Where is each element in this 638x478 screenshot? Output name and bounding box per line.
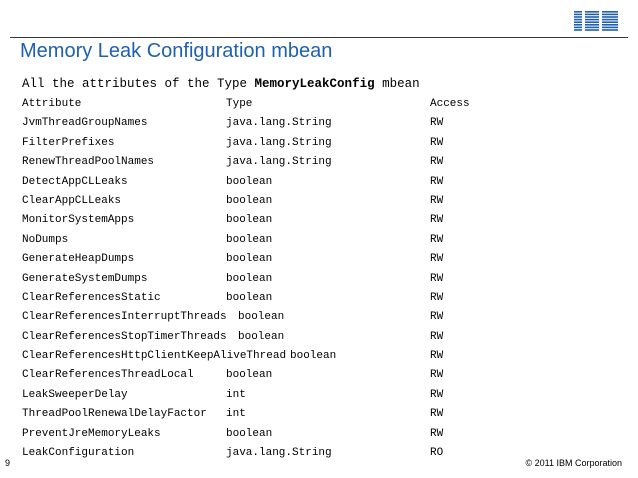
column-header-type: Type [226, 98, 253, 110]
subtitle-type-name: MemoryLeakConfig [254, 77, 375, 91]
logo-stripe [574, 19, 582, 21]
attribute-cell: JvmThreadGroupNames [22, 117, 148, 130]
table-row [22, 173, 444, 192]
access-cell: RW [430, 253, 444, 266]
table-row [22, 444, 444, 463]
logo-stripe [585, 16, 599, 18]
subtitle-suffix: mbean [374, 77, 420, 91]
access-cell: RW [430, 408, 444, 421]
table-row [22, 289, 444, 308]
attribute-cell: GenerateHeapDumps [22, 253, 135, 266]
column-header-access: Access [430, 98, 470, 110]
access-cell: RW [430, 427, 444, 440]
logo-stripe [585, 29, 599, 31]
type-cell: boolean [226, 175, 273, 188]
table-row [22, 308, 444, 327]
logo-stripe [585, 21, 599, 23]
logo-stripe [602, 27, 618, 29]
table-row [22, 347, 444, 366]
attribute-cell: NoDumps [22, 233, 69, 246]
table-body [22, 114, 444, 463]
type-cell: boolean [226, 272, 273, 285]
access-cell: RW [430, 311, 444, 324]
type-cell: boolean [226, 291, 273, 304]
type-cell: boolean [226, 427, 273, 440]
attribute-cell: GenerateSystemDumps [22, 272, 148, 285]
access-cell: RW [430, 388, 444, 401]
table-row [22, 153, 444, 172]
logo-stripe [602, 14, 618, 16]
access-cell: RW [430, 214, 444, 227]
access-cell: RW [430, 156, 444, 169]
slide-subtitle [22, 77, 420, 91]
logo-stripe [574, 21, 582, 23]
logo-stripe [585, 27, 599, 29]
page-title: Memory Leak Configuration mbean [20, 40, 333, 62]
table-row [22, 270, 444, 289]
type-cell: boolean [226, 253, 273, 266]
attribute-cell: ClearReferencesInterruptThreads [22, 311, 227, 324]
logo-stripe [602, 16, 618, 18]
attribute-cell: LeakSweeperDelay [22, 388, 128, 401]
table-row [22, 114, 444, 133]
title-divider [10, 37, 628, 38]
logo-stripe [574, 11, 582, 13]
type-cell: int [226, 388, 246, 401]
logo-stripe [602, 29, 618, 31]
logo-stripe [602, 21, 618, 23]
attribute-cell: ClearReferencesHttpClientKeepAliveThread [22, 350, 287, 363]
attribute-cell: ClearReferencesStatic [22, 291, 161, 304]
logo-stripe [602, 11, 618, 13]
logo-stripe [574, 16, 582, 18]
column-header-attribute: Attribute [22, 98, 82, 110]
ibm-logo [574, 10, 618, 32]
table-row [22, 134, 444, 153]
attribute-cell: ClearReferencesThreadLocal [22, 369, 194, 382]
attributes-table [22, 95, 470, 463]
access-cell: RW [430, 233, 444, 246]
access-cell: RW [430, 291, 444, 304]
logo-stripe [574, 27, 582, 29]
type-cell: boolean [238, 330, 285, 343]
table-row [22, 366, 444, 385]
attribute-cell: DetectAppCLLeaks [22, 175, 128, 188]
access-cell: RW [430, 175, 444, 188]
type-cell: boolean [226, 214, 273, 227]
table-row [22, 328, 444, 347]
logo-stripe [574, 29, 582, 31]
type-cell: java.lang.String [226, 136, 332, 149]
type-cell: boolean [290, 350, 337, 363]
logo-stripe [585, 11, 599, 13]
access-cell: RW [430, 369, 444, 382]
table-row [22, 250, 444, 269]
type-cell: java.lang.String [226, 156, 332, 169]
logo-stripe [585, 19, 599, 21]
attribute-cell: ClearAppCLLeaks [22, 194, 122, 207]
table-row [22, 231, 444, 250]
table-row [22, 192, 444, 211]
access-cell: RW [430, 194, 444, 207]
type-cell: java.lang.String [226, 117, 332, 130]
access-cell: RW [430, 136, 444, 149]
table-header-row [22, 95, 470, 114]
access-cell: RW [430, 272, 444, 285]
type-cell: boolean [226, 369, 273, 382]
attribute-cell: ClearReferencesStopTimerThreads [22, 330, 227, 343]
logo-stripe [574, 14, 582, 16]
access-cell: RW [430, 117, 444, 130]
page-number: 9 [5, 458, 11, 468]
access-cell: RW [430, 330, 444, 343]
logo-stripe [585, 24, 599, 26]
attribute-cell: PreventJreMemoryLeaks [22, 427, 161, 440]
logo-stripe [602, 19, 618, 21]
copyright-notice: © 2011 IBM Corporation [525, 458, 622, 468]
type-cell: boolean [226, 194, 273, 207]
attribute-cell: FilterPrefixes [22, 136, 115, 149]
type-cell: boolean [238, 311, 285, 324]
type-cell: boolean [226, 233, 273, 246]
type-cell: java.lang.String [226, 447, 332, 460]
table-row [22, 386, 444, 405]
access-cell: RW [430, 350, 444, 363]
type-cell: int [226, 408, 246, 421]
access-cell: RO [430, 447, 444, 460]
attribute-cell: ThreadPoolRenewalDelayFactor [22, 408, 207, 421]
logo-stripe [574, 24, 582, 26]
table-row [22, 405, 444, 424]
attribute-cell: RenewThreadPoolNames [22, 156, 155, 169]
subtitle-prefix: All the attributes of the Type [22, 77, 255, 91]
table-row [22, 211, 444, 230]
logo-stripe [585, 14, 599, 16]
logo-stripe [602, 24, 618, 26]
table-row [22, 425, 444, 444]
attribute-cell: MonitorSystemApps [22, 214, 135, 227]
attribute-cell: LeakConfiguration [22, 447, 135, 460]
